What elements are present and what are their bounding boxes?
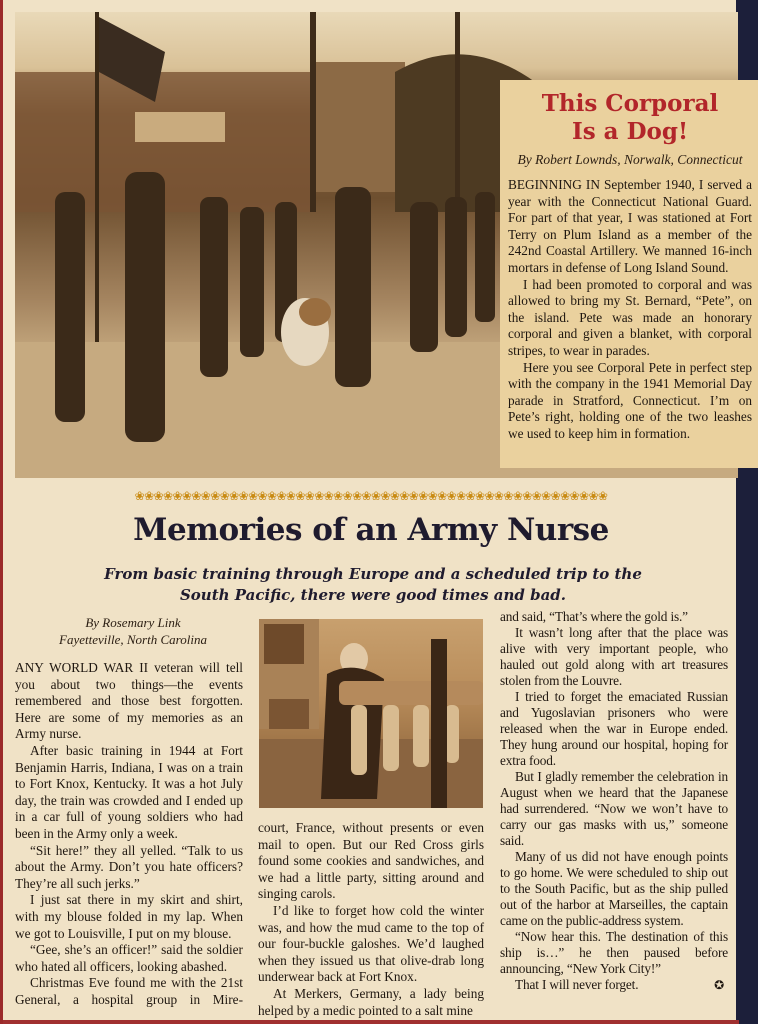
deck-line: From basic training through Europe and a scheduled trip to the — [104, 565, 642, 583]
nurse-photo — [259, 619, 483, 808]
paragraph: I just sat there in my skirt and shirt, with my blouse folded in my lap. When we got to Louisville, I put on my blouse. — [15, 892, 243, 941]
article-byline — [33, 614, 233, 648]
nurse-photo-illustration — [259, 619, 483, 808]
star-divider: ❀❀❀❀❀❀❀❀❀❀❀❀❀❀❀❀❀❀❀❀❀❀❀❀❀❀❀❀❀❀❀❀❀❀❀❀❀❀❀❀❀❀❀❀❀❀❀❀❀❀ — [134, 489, 608, 503]
paragraph: ANY WORLD WAR II veteran will tell you about two things—the events remembered and those best forgotten. Here are some of my memories as an Army nurse. — [15, 660, 243, 742]
article-column-3 — [500, 609, 728, 993]
paragraph: and said, “That’s where the gold is.” — [500, 609, 688, 624]
paragraph: At Merkers, Germany, a lady being helped by a medic pointed to a salt mine — [258, 985, 484, 1018]
deck-line: South Pacific, there were good times and bad. — [179, 586, 567, 604]
paragraph: I tried to forget the emaciated Russian and Yugoslavian prisoners who were released when the war in Europe ended. They hung around our hospital, hoping for extra food. — [500, 689, 728, 768]
paragraph: I had been promoted to corporal and was allowed to bring my St. Bernard, “Pete”, on the island. Pete was made an honorary corporal and given a blanket, with corporal stripes, to wear in parades. — [508, 276, 752, 358]
paragraph: “Gee, she’s an officer!” said the soldier who hated all officers, looking abashed. — [15, 942, 243, 974]
paragraph: Here you see Corporal Pete in perfect step with the company in the 1941 Memorial Day parade in Stratford, Connecticut. I’m on Pete’s right, holding one of the two leashes we used to keep him in formation. — [508, 359, 752, 441]
sidebar-story-box — [500, 80, 758, 468]
article-column-1 — [15, 660, 243, 1008]
sidebar-title-line: This Corporal — [541, 90, 719, 117]
end-star-icon: ✪ — [714, 978, 724, 992]
paragraph: It wasn’t long after that the place was alive with very important people, who hauled out gold along with art treasures stolen from the Louvre. — [500, 625, 728, 688]
paragraph: “Sit here!” they all yelled. “Talk to us about the Army. Don’t you hate officers? They’re all such jerks.” — [15, 842, 243, 891]
paragraph: BEGINNING IN September 1940, I served a year with the Connecticut National Guard. For part of that year, I was stationed at Fort Terry on Plum Island as a member of the 242nd Coastal Artillery. We manned 16-inch mortars in defense of Long Island Sound. — [508, 177, 752, 275]
closing-line: That I will never forget. — [515, 977, 639, 992]
paragraph: “Now hear this. The destination of this ship is…” he then paused before announcing, “New York City!” — [500, 929, 728, 976]
paragraph: Christmas Eve found me with the 21st General, a hospital group in Mire- — [15, 975, 243, 1007]
paragraph: After basic training in 1944 at Fort Benjamin Harris, Indiana, I was on a train to Fort Knox, Kentucky. It was a hot July day, the train was crowded and I ended up in a car full of young soldiers who had been in the Army only a week. — [15, 742, 243, 841]
paragraph: court, France, without presents or even mail to open. But our Red Cross girls found some cookies and sandwiches, and we had a little party, sitting around and singing carols. — [258, 820, 484, 902]
sidebar-body — [508, 177, 752, 443]
paragraph — [500, 977, 728, 993]
paragraph: But I gladly remember the celebration in August when we heard that the Japanese had surrendered. “Now we won’t have to carry our gas masks with us,” someone said. — [500, 769, 728, 848]
article-headline: Memories of an Army Nurse — [133, 512, 609, 548]
byline-place: Fayetteville, North Carolina — [59, 632, 207, 647]
article-deck — [43, 564, 703, 606]
paragraph: Many of us did not have enough points to go home. We were scheduled to ship out to the South Pacific, but as the ship pulled out of the harbor at Marseilles, the captain came on the public-address system. — [500, 849, 728, 928]
article-column-2 — [258, 820, 484, 1019]
byline-name: By Rosemary Link — [85, 615, 181, 630]
bottom-border — [3, 1020, 739, 1024]
sidebar-title-line: Is a Dog! — [571, 118, 689, 145]
paragraph: I’d like to forget how cold the winter was, and how the mud came to the top of our four-buckle galoshes. We’d laughed when they issued us that olive-drab long underwear back at Fort Knox. — [258, 902, 484, 985]
sidebar-byline: By Robert Lownds, Norwalk, Connecticut — [517, 152, 743, 167]
sidebar-story-title — [508, 90, 752, 146]
